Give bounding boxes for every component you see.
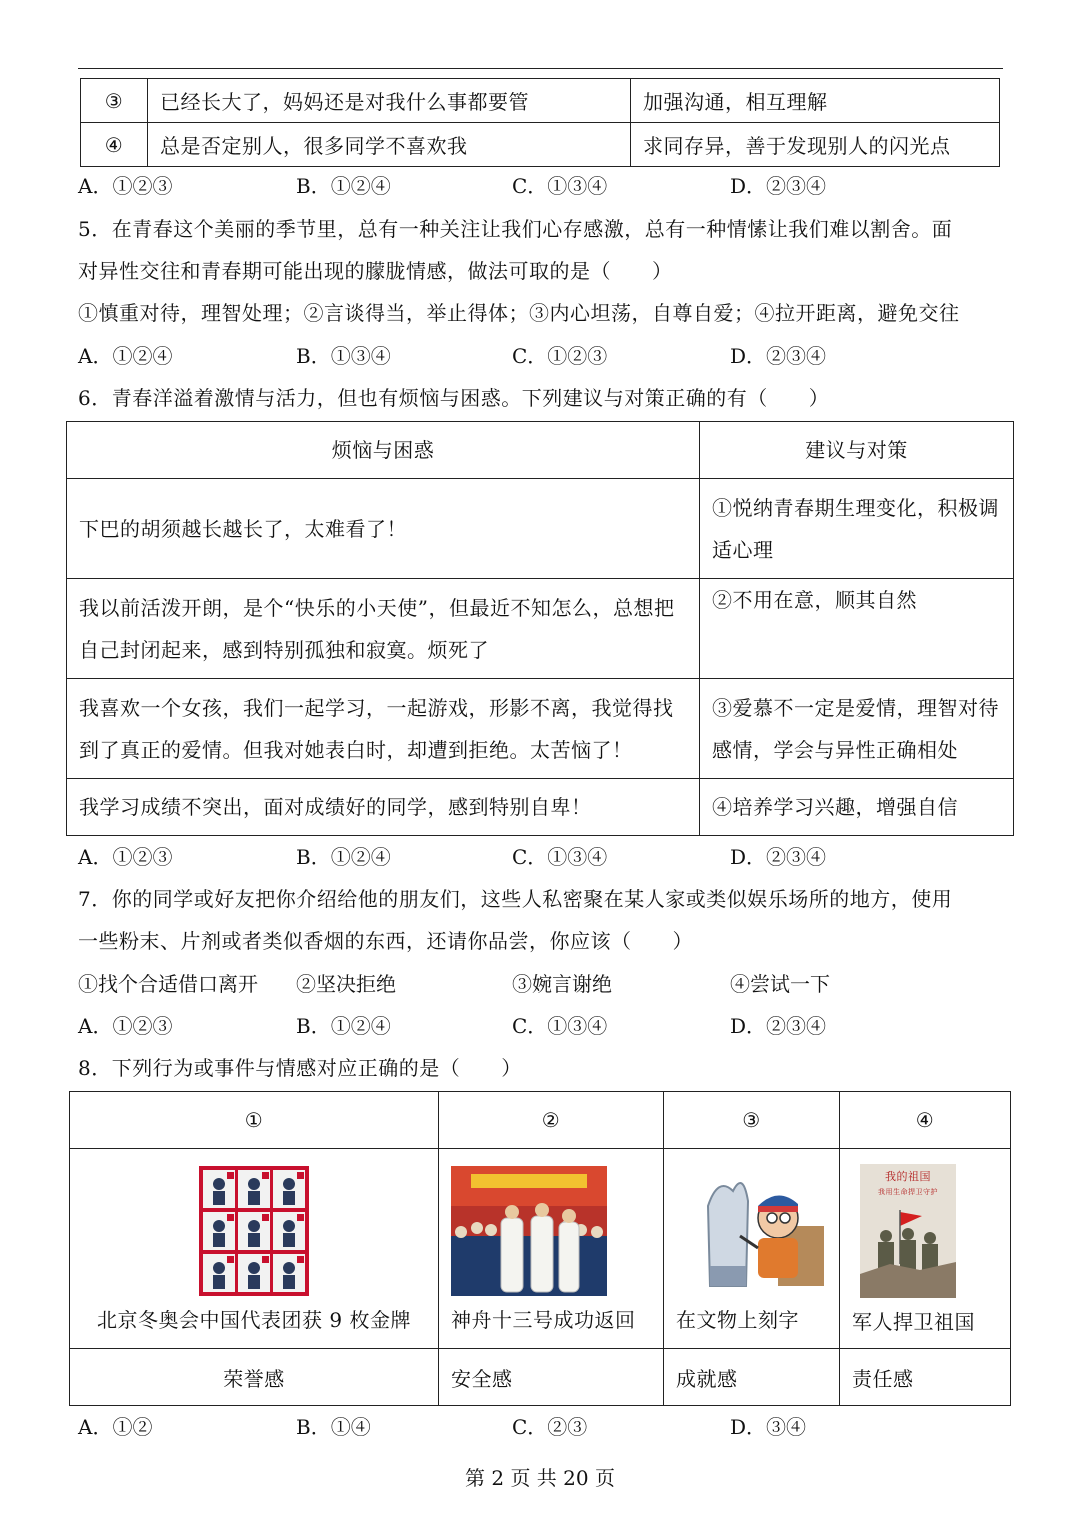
poster-subtitle: 我用生命捍卫守护 <box>878 1188 938 1196</box>
q7-choice-4: ④尝试一下 <box>730 972 830 996</box>
event-cell-4 <box>840 1149 1011 1349</box>
trouble-cell: 我喜欢一个女孩，我们一起学习，一起游戏，形影不离，我觉得找到了真正的爱情。但我对她表白时，却遭到拒绝。太苦恼了！ <box>67 679 700 779</box>
col-header-4: ④ <box>840 1092 1011 1149</box>
q6-table <box>66 421 1014 836</box>
header-solution: 建议与对策 <box>700 422 1014 479</box>
emotion-cell-4: 责任感 <box>840 1349 1011 1406</box>
q5-stem-line2: 对异性交往和青春期可能出现的朦胧情感，做法可取的是（ ） <box>78 259 673 283</box>
q8-stem: 8．下列行为或事件与情感对应正确的是（ ） <box>78 1056 522 1080</box>
q5-option-a[interactable]: A．①②④ <box>78 344 173 368</box>
q7-choice-2: ②坚决拒绝 <box>296 972 396 996</box>
q5-stem-line1: 5．在青春这个美丽的季节里，总有一种关注让我们心存感激，总有一种情愫让我们难以割舍。面 <box>78 217 953 241</box>
q6-stem: 6．青春洋溢着激情与活力，但也有烦恼与困惑。下列建议与对策正确的有（ ） <box>78 386 830 410</box>
table-row <box>67 679 1014 779</box>
event-cell-1 <box>70 1149 439 1349</box>
poster-title: 我的祖国 <box>885 1170 931 1183</box>
table-row <box>81 123 1000 167</box>
q4-option-b[interactable]: B．①②④ <box>296 174 391 198</box>
top-rule <box>78 68 1003 69</box>
page-footer: 第 2 页 共 20 页 <box>465 1466 615 1490</box>
q4-table <box>80 78 1000 167</box>
astronauts-image <box>451 1166 607 1296</box>
olympic-medals-image <box>199 1166 309 1296</box>
q8-option-a[interactable]: A．①② <box>78 1415 153 1439</box>
q4-option-d[interactable]: D．②③④ <box>730 174 827 198</box>
event-caption-1: 北京冬奥会中国代表团获 9 枚金牌 <box>97 1308 411 1332</box>
table-row <box>67 579 1014 679</box>
row-number: ④ <box>81 123 148 167</box>
event-cell-3 <box>664 1149 840 1349</box>
emotion-cell-1: 荣誉感 <box>70 1349 439 1406</box>
trouble-cell: 下巴的胡须越长越长了，太难看了！ <box>67 479 700 579</box>
solution-cell: ③爱慕不一定是爱情，理智对待感情，学会与异性正确相处 <box>700 679 1014 779</box>
q6-option-b[interactable]: B．①②④ <box>296 845 391 869</box>
q5-statements: ①慎重对待，理智处理；②言谈得当，举止得体；③内心坦荡，自尊自爱；④拉开距离，避免交往 <box>78 301 960 325</box>
trouble-cell: 已经长大了，妈妈还是对我什么事都要管 <box>148 79 631 123</box>
q7-option-d[interactable]: D．②③④ <box>730 1014 827 1038</box>
q7-option-a[interactable]: A．①②③ <box>78 1014 173 1038</box>
q7-option-b[interactable]: B．①②④ <box>296 1014 391 1038</box>
q8-option-c[interactable]: C．②③ <box>512 1415 588 1439</box>
q7-stem-line1: 7．你的同学或好友把你介绍给他的朋友们，这些人私密聚在某人家或类似娱乐场所的地方，使用 <box>78 887 953 911</box>
solution-cell: 加强沟通，相互理解 <box>631 79 1000 123</box>
carving-relic-cartoon-image <box>688 1166 828 1296</box>
trouble-cell: 我学习成绩不突出，面对成绩好的同学，感到特别自卑！ <box>67 779 700 836</box>
q7-option-c[interactable]: C．①③④ <box>512 1014 608 1038</box>
table-row <box>81 79 1000 123</box>
event-caption-2: 神舟十三号成功返回 <box>451 1308 636 1332</box>
event-caption-3: 在文物上刻字 <box>676 1308 799 1332</box>
q8-option-b[interactable]: B．①④ <box>296 1415 371 1439</box>
emotion-cell-2: 安全感 <box>439 1349 664 1406</box>
q7-choice-1: ①找个合适借口离开 <box>78 972 258 996</box>
trouble-cell: 总是否定别人，很多同学不喜欢我 <box>148 123 631 167</box>
row-number: ③ <box>81 79 148 123</box>
q6-option-c[interactable]: C．①③④ <box>512 845 608 869</box>
emotion-cell-3: 成就感 <box>664 1349 840 1406</box>
q5-option-d[interactable]: D．②③④ <box>730 344 827 368</box>
solution-cell: ②不用在意，顺其自然 <box>700 579 1014 679</box>
q8-table <box>69 1091 1011 1406</box>
q7-choice-3: ③婉言谢绝 <box>512 972 612 996</box>
col-header-1: ① <box>70 1092 439 1149</box>
solution-cell: ④培养学习兴趣，增强自信 <box>700 779 1014 836</box>
q4-option-c[interactable]: C．①③④ <box>512 174 608 198</box>
solution-cell: 求同存异，善于发现别人的闪光点 <box>631 123 1000 167</box>
event-cell-2 <box>439 1149 664 1349</box>
q7-stem-line2: 一些粉末、片剂或者类似香烟的东西，还请你品尝，你应该（ ） <box>78 929 693 953</box>
q6-option-d[interactable]: D．②③④ <box>730 845 827 869</box>
event-caption-4: 军人捍卫祖国 <box>852 1310 975 1334</box>
solution-cell: ①悦纳青春期生理变化，积极调适心理 <box>700 479 1014 579</box>
table-row <box>67 779 1014 836</box>
header-trouble: 烦恼与困惑 <box>67 422 700 479</box>
trouble-cell: 我以前活泼开朗，是个“快乐的小天使”，但最近不知怎么，总想把自己封闭起来，感到特别孤独和寂寞。烦死了 <box>67 579 700 679</box>
q5-option-c[interactable]: C．①②③ <box>512 344 608 368</box>
q4-option-a[interactable]: A．①②③ <box>78 174 173 198</box>
q5-option-b[interactable]: B．①③④ <box>296 344 391 368</box>
q6-option-a[interactable]: A．①②③ <box>78 845 173 869</box>
table-row <box>67 479 1014 579</box>
col-header-2: ② <box>439 1092 664 1149</box>
col-header-3: ③ <box>664 1092 840 1149</box>
q8-option-d[interactable]: D．③④ <box>730 1415 807 1439</box>
soldiers-poster-image <box>860 1164 956 1298</box>
